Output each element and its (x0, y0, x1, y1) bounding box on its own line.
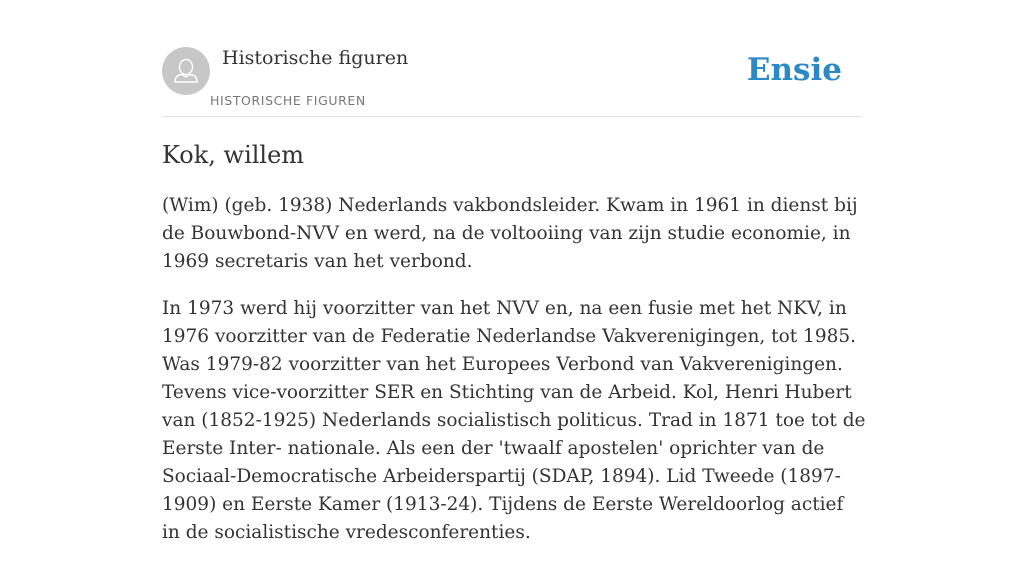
article-header (162, 46, 862, 117)
article-paragraph: In 1973 werd hij voorzitter van het NVV en, na een fusie met het NKV, in 1976 voorzitter van de Federatie Nederlandse Vakverenigingen, tot 1985. Was 1979-82 voorzitter van het Europees Verbond van Vakverenigingen. Tevens vice-voorzitter SER en Stichting van de Arbeid. Kol, Henri Hubert van (1852-1925) Nederlands socialistisch politicus. Trad in 1871 toe tot de Eerste Inter- nationale. Als een der 'twaalf apostelen' oprichter van de Sociaal-Democratische Arbeiderspartij (SDAP, 1894). Lid Tweede (1897-1909) en Eerste Kamer (1913-24). Tijdens de Eerste Wereldoorlog actief in de socialistische vredesconferenties. (162, 298, 866, 543)
article-title: Kok, willem (162, 141, 305, 169)
category-label[interactable]: HISTORISCHE FIGUREN (210, 93, 366, 108)
article-paragraph: (Wim) (geb. 1938) Nederlands vakbondsleider. Kwam in 1961 in dienst bij de Bouwbond-NVV en werd, na de voltooiing van zijn studie economie, in 1969 secretaris van het verbond. (162, 195, 858, 272)
user-placeholder-icon[interactable] (162, 47, 210, 95)
brand-logo[interactable]: Ensie (746, 52, 842, 88)
author-name[interactable]: Historische figuren (222, 47, 409, 69)
article-body (162, 192, 866, 566)
